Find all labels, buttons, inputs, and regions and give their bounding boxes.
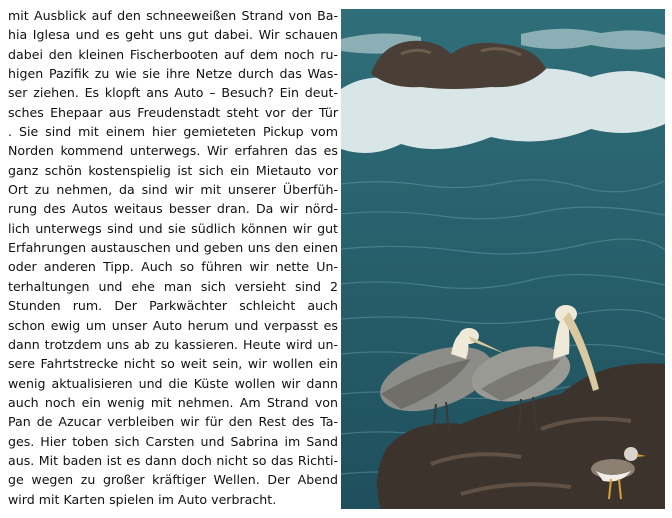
text-line: Pan de Azucar verbleiben wir für den Rest des Ta- (8, 414, 338, 430)
text-line: Ort zu nehmen, da sind wir mit unserer Überfüh- (8, 182, 338, 198)
text-line: lich unterwegs sind und sie südlich können wir gut (8, 220, 338, 236)
text-line: ganz schön kostenspielig ist sich ein Mietauto vor (8, 162, 338, 178)
text-line: aus. Mit baden ist es dann doch nicht so das Richti- (8, 452, 338, 468)
text-line: dabei den kleinen Fischerbooten auf dem noch ru- (8, 46, 338, 62)
text-line: . Sie sind mit einem hier gemieteten Pickup vom (8, 124, 338, 140)
text-line: ges. Hier toben sich Carsten und Sabrina im Sand (8, 433, 338, 449)
text-line: Erfahrungen austauschen und geben uns den einen (8, 240, 338, 256)
text-line: dann trotzdem uns ab zu kassieren. Heute wird un- (8, 336, 338, 352)
text-line: Norden kommend unterwegs. Wir erfahren das es (8, 143, 338, 159)
text-line: rung des Autos weitaus besser dran. Da wir nörd- (8, 201, 338, 217)
text-line: wird mit Karten spielen im Auto verbracht. (8, 491, 277, 507)
photo-illustration (341, 9, 665, 509)
text-line: ge wegen zu großer kräftiger Wellen. Der Abend (8, 472, 338, 488)
text-line: Stunden rum. Der Parkwächter schleicht auch (8, 298, 338, 314)
sea-pelicans-photo (341, 9, 665, 509)
text-line: schon ewig um unser Auto herum und verpasst es (8, 317, 338, 333)
text-line: higen Pazifik zu wie sie ihre Netze durch das Was- (8, 66, 338, 82)
text-line: terhaltungen und ehe man sich versieht sind 2 (8, 278, 338, 294)
text-line: mit Ausblick auf den schneeweißen Strand von Ba- (8, 8, 338, 23)
text-line: auch noch ein wenig mit nehmen. Am Strand von (8, 394, 338, 410)
text-line: sere Fahrtstrecke nicht so weit sein, wir wollen ein (8, 356, 338, 372)
text-line: hia Iglesa und es geht uns gut dabei. Wir schauen (8, 27, 338, 43)
text-line: wenig aktualisieren und die Küste wollen wir dann (8, 375, 338, 391)
text-line: sches Ehepaar aus Freudenstadt steht vor der Tür (8, 104, 338, 120)
text-line: ser ziehen. Es klopft ans Auto – Besuch? Ein deut- (8, 85, 338, 101)
text-line: oder anderen Tipp. Auch so führen wir nette Un- (8, 259, 338, 275)
article-text (8, 6, 338, 509)
